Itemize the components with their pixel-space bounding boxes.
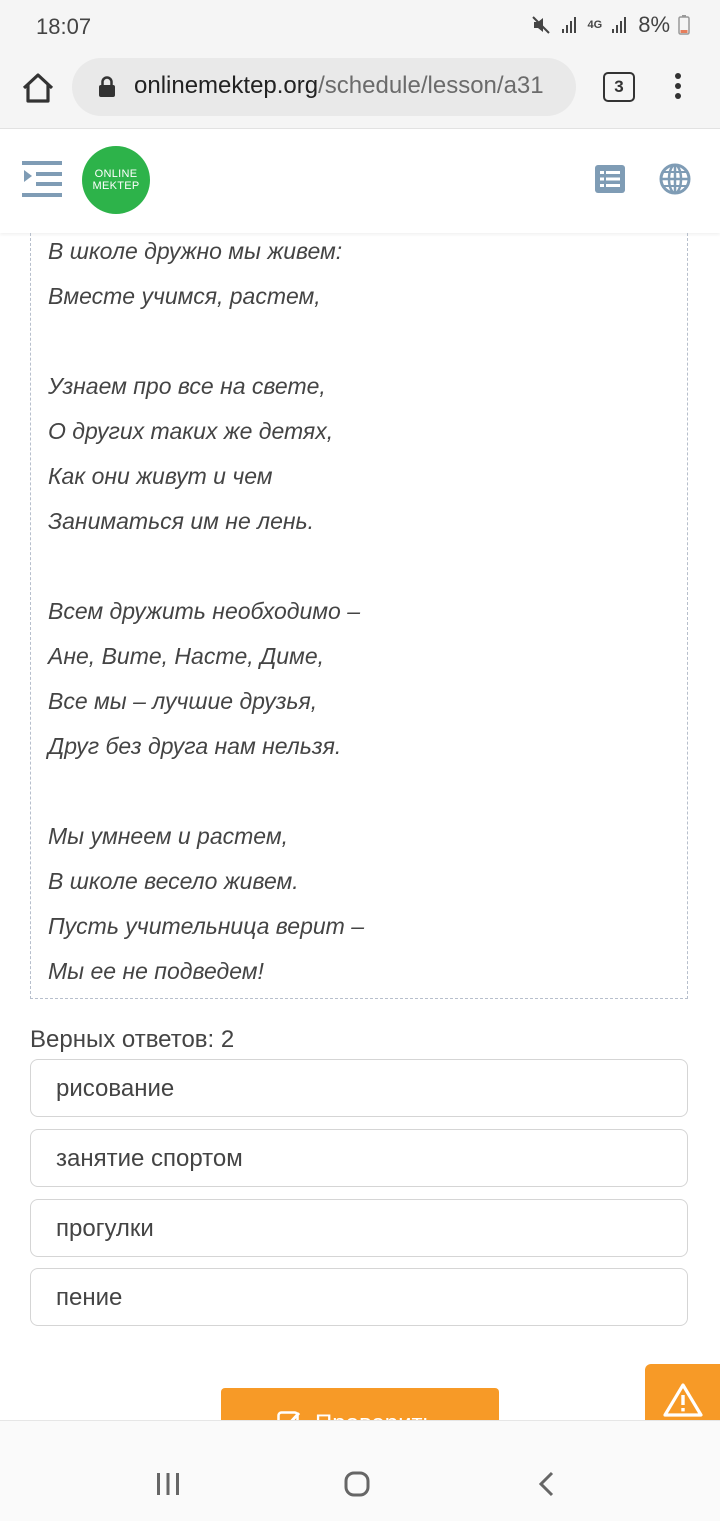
poem-line: Мы ее не подведем! xyxy=(48,958,264,984)
sidebar-toggle-icon[interactable] xyxy=(22,161,62,199)
answer-option[interactable] xyxy=(30,1059,688,1117)
logo-text-2: MEKTEP xyxy=(92,180,140,192)
answer-option[interactable] xyxy=(30,1268,688,1326)
home-icon xyxy=(18,68,58,108)
poem-line: Мы умнеем и растем, xyxy=(48,823,288,849)
poem-line: Друг без друга нам нельзя. xyxy=(48,733,342,759)
poem-line: Все мы – лучшие друзья, xyxy=(48,688,318,714)
app-header xyxy=(0,129,720,233)
browser-menu-button[interactable] xyxy=(668,70,688,104)
poem-line: В школе весело живем. xyxy=(48,868,299,894)
answer-option-label: рисование xyxy=(56,1075,175,1102)
status-icons xyxy=(530,12,690,38)
correct-answers-count: Верных ответов: 2 xyxy=(30,1026,235,1053)
poem-line: Как они живут и чем xyxy=(48,463,273,489)
url-domain: onlinemektep.org xyxy=(134,72,319,99)
system-nav-bar xyxy=(0,1420,720,1521)
online-mektep-logo[interactable] xyxy=(82,146,150,214)
tab-switcher-button[interactable]: 3 xyxy=(603,72,635,102)
list-icon[interactable] xyxy=(595,165,625,193)
poem-line: Всем дружить необходимо – xyxy=(48,598,360,624)
poem-line: Узнаем про все на свете, xyxy=(48,373,326,399)
answer-option[interactable] xyxy=(30,1199,688,1257)
warning-icon xyxy=(663,1382,703,1418)
poem-line: Ане, Вите, Насте, Диме, xyxy=(48,643,324,669)
network-type: 4G xyxy=(587,19,603,31)
logo-text-1: ONLINE xyxy=(94,168,138,180)
answer-option-label: прогулки xyxy=(56,1215,154,1242)
answer-option-label: занятие спортом xyxy=(56,1145,243,1172)
battery-percent: 8% xyxy=(638,12,670,37)
home-nav-icon[interactable] xyxy=(344,1471,370,1497)
poem-line: О других таких же детях, xyxy=(48,418,334,444)
back-icon[interactable] xyxy=(538,1471,556,1497)
status-bar xyxy=(0,0,720,56)
signal-icon xyxy=(560,15,580,35)
poem-line: Вместе учимся, растем, xyxy=(48,283,321,309)
home-button[interactable] xyxy=(18,68,58,108)
url-path: /schedule/lesson/a31 xyxy=(318,72,544,99)
answer-option[interactable] xyxy=(30,1129,688,1187)
battery-icon xyxy=(678,15,690,35)
language-globe-icon[interactable] xyxy=(659,163,691,195)
poem-line: Заниматься им не лень. xyxy=(48,508,315,534)
lock-icon xyxy=(98,76,116,98)
recent-apps-icon[interactable] xyxy=(156,1473,180,1495)
status-time: 18:07 xyxy=(36,14,92,39)
signal-icon-2 xyxy=(610,15,630,35)
address-bar[interactable] xyxy=(72,58,576,116)
poem-line: В школе дружно мы живем: xyxy=(48,238,343,264)
mute-icon xyxy=(530,14,552,36)
poem-line: Пусть учительница верит – xyxy=(48,913,365,939)
browser-toolbar xyxy=(0,56,720,129)
answer-option-label: пение xyxy=(56,1284,123,1311)
url-text xyxy=(134,72,544,100)
